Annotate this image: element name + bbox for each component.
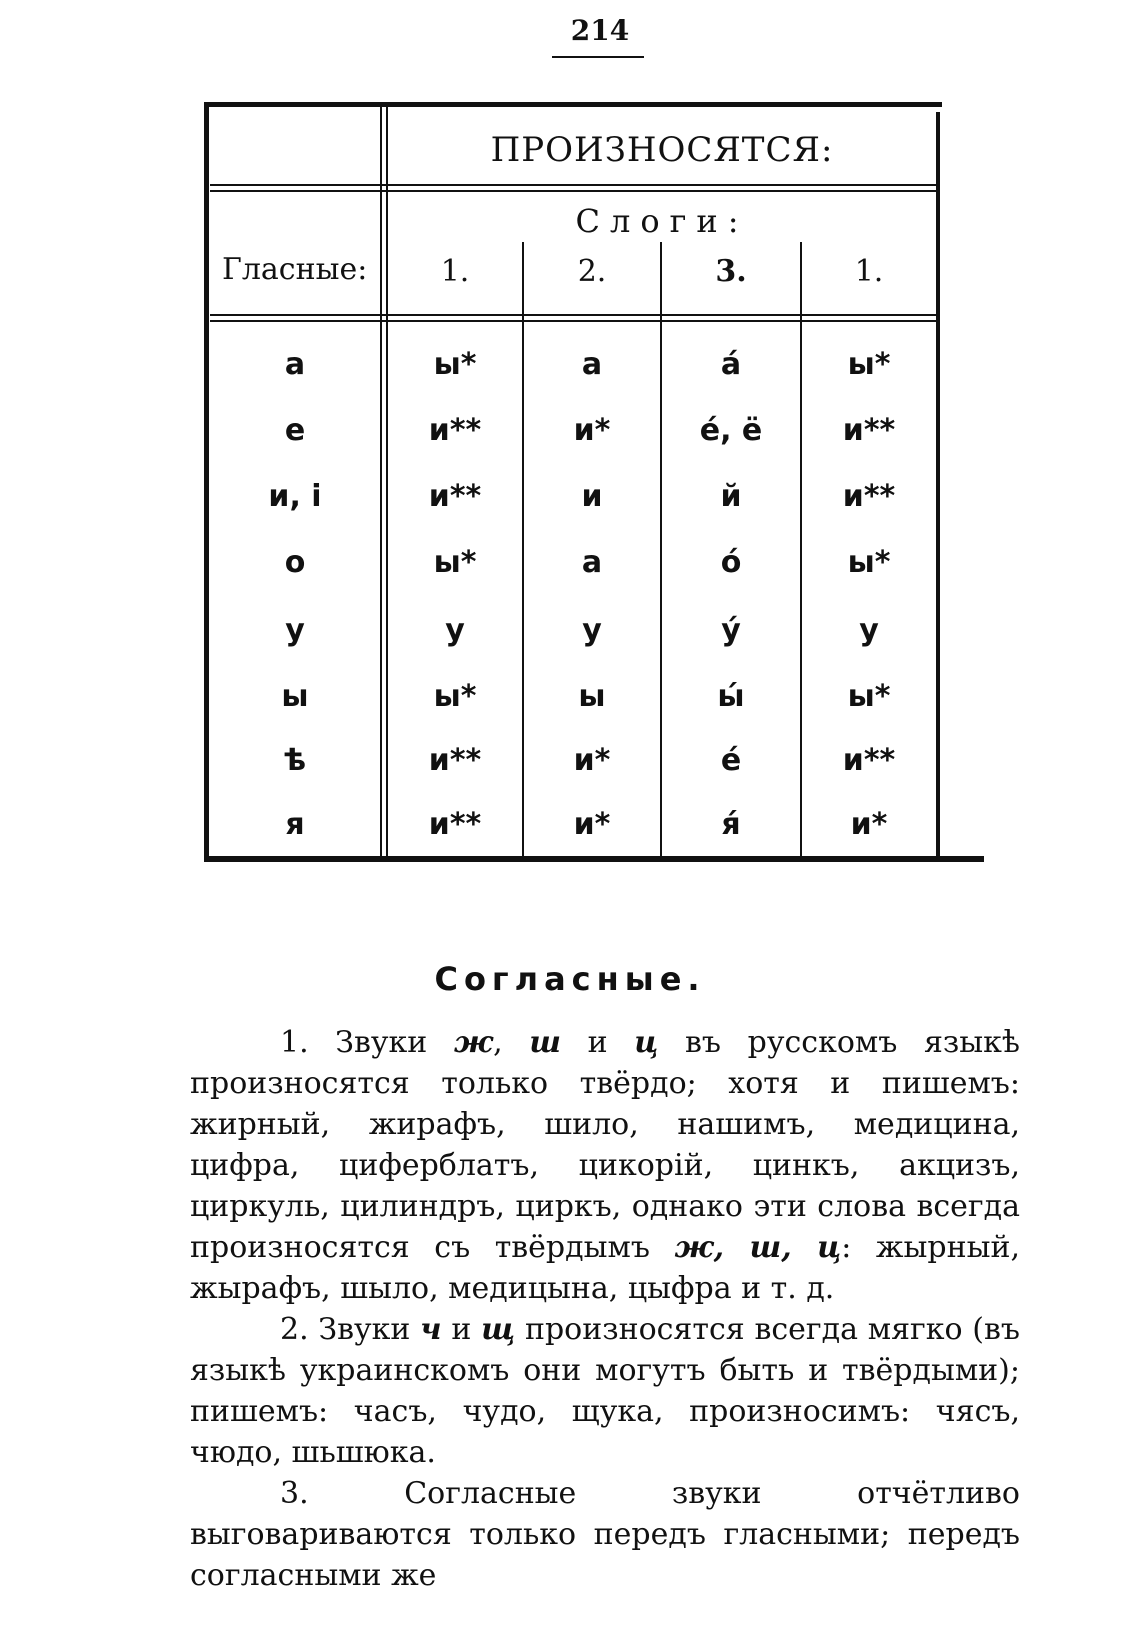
italic-letter: ш bbox=[529, 1025, 561, 1060]
syllable-2-cell: а bbox=[581, 545, 603, 580]
syllable-4-cell: и** bbox=[842, 413, 896, 448]
syllables-title: Слоги: bbox=[575, 202, 749, 240]
vowel-cell: у bbox=[285, 613, 305, 648]
page-number: 214 bbox=[570, 14, 630, 47]
table-header-title: ПРОИЗНОСЯТСЯ: bbox=[490, 130, 834, 170]
column-head-2: 2. bbox=[577, 254, 607, 289]
syllable-1-cell: и** bbox=[428, 807, 482, 842]
header-rule-a bbox=[210, 184, 936, 186]
syllable-2-cell: у bbox=[582, 613, 602, 648]
body-text bbox=[190, 1022, 1020, 1596]
text-run: 1. Звуки bbox=[280, 1025, 454, 1060]
syllable-4-cell: и** bbox=[842, 743, 896, 778]
table-bottom-border bbox=[204, 856, 984, 862]
vowel-cell: о bbox=[284, 545, 306, 580]
column-head-4: 1. bbox=[854, 254, 884, 289]
text-run: въ русскомъ языкѣ произносятся только твёрдо; хотя и пишемъ: жирный, жирафъ, шило, нашимъ, медицина, цифра, циферблатъ, цикорій, цинкъ, акцизъ, циркуль, цилиндръ, циркъ, однако эти слова всегда произносятся съ твёрдымъ bbox=[190, 1025, 1020, 1265]
text-run: произносятся всегда мягко (въ языкѣ украинскомъ они могутъ быть и твёрдыми); пишемъ: часъ, чудо, щука, произносимъ: чясъ, чюдо, шьшюка. bbox=[190, 1312, 1020, 1470]
subheader-rule-a bbox=[210, 314, 936, 316]
syllable-4-cell: ы* bbox=[847, 347, 891, 382]
page-number-rule bbox=[552, 56, 644, 58]
syllable-4-cell: ы* bbox=[847, 679, 891, 714]
pronunciation-table bbox=[210, 102, 988, 902]
text-run: : жырный, жырафъ, шыло, медицына, цыфра и т. д. bbox=[190, 1230, 1020, 1306]
italic-letter: ч bbox=[420, 1312, 442, 1347]
header-rule-b bbox=[210, 190, 936, 192]
italic-letter: ц bbox=[634, 1025, 659, 1060]
vowel-cell: ы bbox=[281, 679, 309, 714]
syllable-1-cell: и** bbox=[428, 413, 482, 448]
syllable-1-cell: ы* bbox=[433, 679, 477, 714]
syllable-3-cell: ý bbox=[721, 613, 741, 648]
syllable-3-cell: é bbox=[720, 743, 742, 778]
syllable-1-cell: ы* bbox=[433, 347, 477, 382]
syllable-4-cell: у bbox=[859, 613, 879, 648]
table-left-border bbox=[204, 102, 209, 862]
paragraph-2 bbox=[190, 1309, 1020, 1473]
column-head-1: 1. bbox=[440, 254, 470, 289]
paragraph-3 bbox=[190, 1473, 1020, 1596]
syllable-2-cell: ы bbox=[578, 679, 606, 714]
syllable-3-cell: я́ bbox=[721, 807, 741, 842]
vowel-cell: ѣ bbox=[283, 743, 307, 778]
column-head-3: 3. bbox=[715, 254, 747, 289]
vowel-cell: а bbox=[284, 347, 306, 382]
syllable-4-cell: ы* bbox=[847, 545, 891, 580]
vowel-separator-a bbox=[380, 102, 382, 862]
syllable-4-cell: и** bbox=[842, 479, 896, 514]
table-right-border bbox=[936, 112, 940, 862]
syllable-1-cell: и** bbox=[428, 479, 482, 514]
syllable-3-cell: é, ё bbox=[699, 413, 763, 448]
vowel-cell: е bbox=[284, 413, 306, 448]
vowel-cell: и, і bbox=[268, 479, 322, 514]
table-top-border bbox=[204, 102, 942, 107]
text-run: , bbox=[493, 1025, 530, 1060]
italic-letter: щ bbox=[481, 1312, 516, 1347]
subheader-rule-b bbox=[210, 320, 936, 322]
italic-letters: ж, ш, ц bbox=[674, 1230, 842, 1265]
syllable-4-cell: и* bbox=[850, 807, 888, 842]
text-run: и bbox=[561, 1025, 635, 1060]
syllable-3-cell: й bbox=[720, 479, 742, 514]
vowels-label: Гласные: bbox=[222, 252, 368, 287]
text-run: 2. Звуки bbox=[280, 1312, 421, 1347]
syllable-1-cell: ы* bbox=[433, 545, 477, 580]
syllable-3-cell: á bbox=[720, 347, 742, 382]
section-title: Согласные. bbox=[434, 960, 706, 998]
syllable-2-cell: и* bbox=[573, 743, 611, 778]
syllable-3-cell: ы́ bbox=[717, 679, 745, 714]
syllable-2-cell: а bbox=[581, 347, 603, 382]
syllable-1-cell: и** bbox=[428, 743, 482, 778]
vowel-cell: я bbox=[285, 807, 305, 842]
syllable-2-cell: и* bbox=[573, 413, 611, 448]
syllable-1-cell: у bbox=[445, 613, 465, 648]
text-run: и bbox=[441, 1312, 482, 1347]
syllable-2-cell: и bbox=[581, 479, 603, 514]
italic-letter: ж bbox=[453, 1025, 494, 1060]
text-run: 3. Согласные звуки отчётливо выговариваются только передъ гласными; передъ согласными же bbox=[190, 1476, 1020, 1593]
paragraph-1 bbox=[190, 1022, 1020, 1309]
syllable-2-cell: и* bbox=[573, 807, 611, 842]
syllable-3-cell: ó bbox=[720, 545, 742, 580]
